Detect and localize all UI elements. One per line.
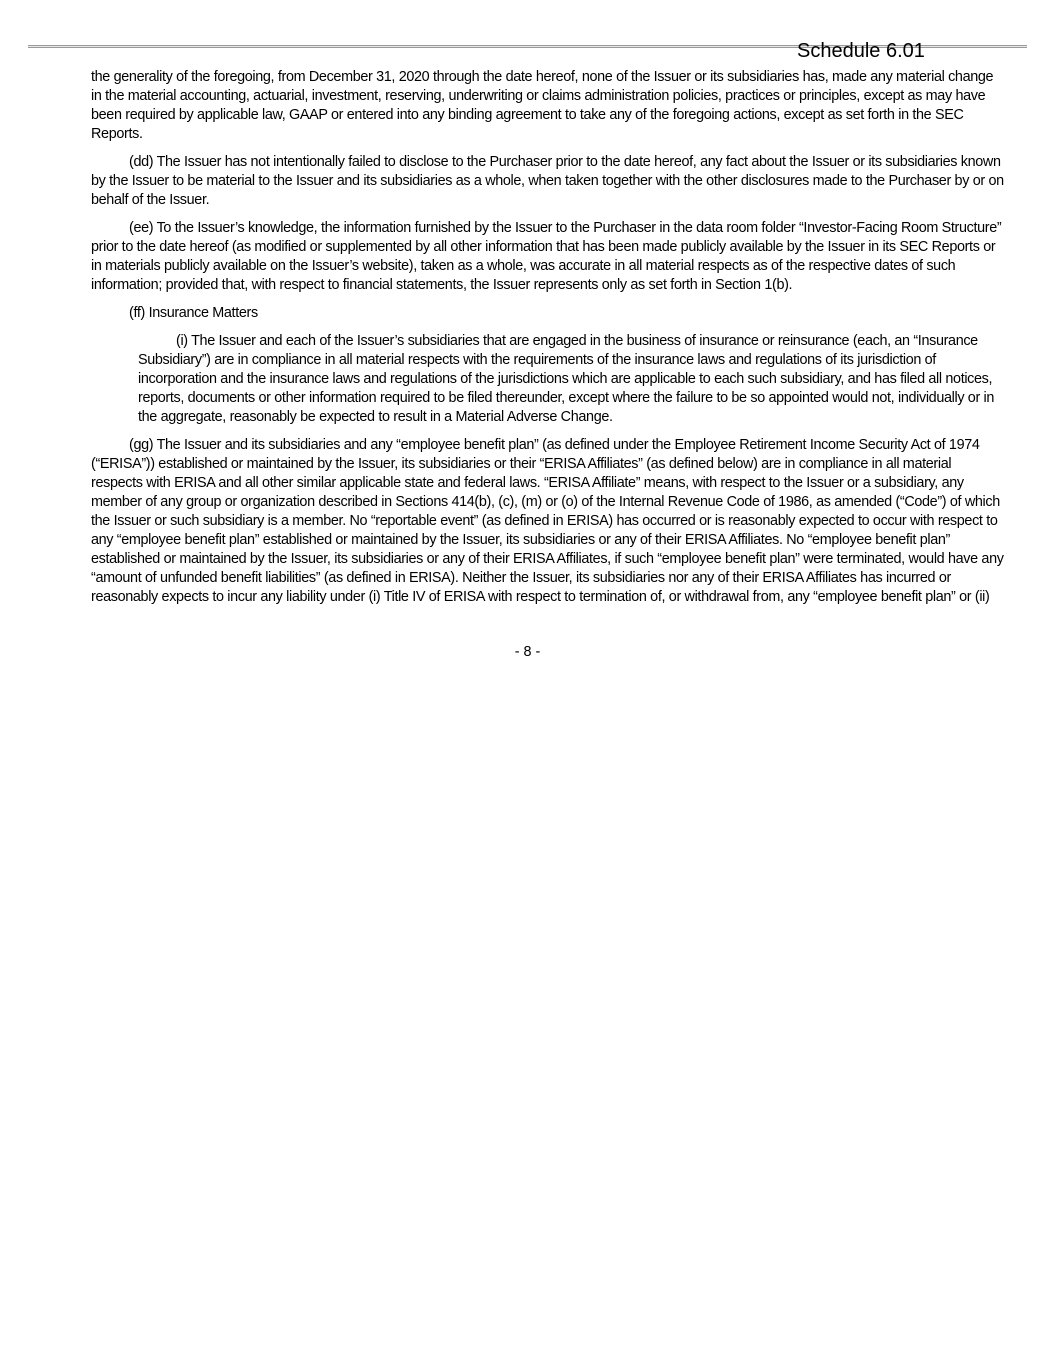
paragraph-dd: (dd) The Issuer has not intentionally failed to disclose to the Purchaser prior to the date hereof, any fact about the Issuer or its subsidiaries known by the Issuer to be material to the Issuer and its subsidiaries as a whole, when taken together with the other disclosures made to the Purchaser by or on behalf of the Issuer. <box>91 154 1004 208</box>
paragraph-ff-i: (i) The Issuer and each of the Issuer’s subsidiaries that are engaged in the business of insurance or reinsurance (each, an “Insurance Subsidiary”) are in compliance in all material respects with the requirements of the insurance laws and regulations of its jurisdiction of incorporation and the insurance laws and regulations of the jurisdictions which are applicable to each such subsidiary, and has filed all notices, reports, documents or other information required to be filed thereunder, except where the failure to be so appointed would not, individually or in the aggregate, reasonably be expected to result in a Material Adverse Change. <box>138 333 995 425</box>
paragraph-gg: (gg) The Issuer and its subsidiaries and any “employee benefit plan” (as defined under the Employee Retirement Income Security Act of 1974 (“ERISA”)) established or maintained by the Issuer, its subsidiaries or their “ERISA Affiliates” (as defined below) are in compliance in all material respects with ERISA and all other similar applicable state and federal laws. “ERISA Affiliate” means, with respect to the Issuer or a subsidiary, any member of any group or organization described in Sections 414(b), (c), (m) or (o) of the Internal Revenue Code of 1986, as amended (“Code”) of which the Issuer or such subsidiary is a member. No “reportable event” (as defined in ERISA) has occurred or is reasonably expected to occur with respect to any “employee benefit plan” established or maintained by the Issuer, its subsidiaries or any of their ERISA Affiliates. No “employee benefit plan” established or maintained by the Issuer, its subsidiaries or any of their ERISA Affiliates, if such “employee benefit plan” were terminated, would have any “amount of unfunded benefit liabilities” (as defined in ERISA). Neither the Issuer, its subsidiaries nor any of their ERISA Affiliates has incurred or reasonably expects to incur any liability under (i) Title IV of ERISA with respect to termination of, or withdrawal from, any “employee benefit plan” or (ii) <box>91 437 1004 605</box>
section-heading-ff: (ff) Insurance Matters <box>129 305 258 321</box>
paragraph-continuation: the generality of the foregoing, from December 31, 2020 through the date hereof, none of the Issuer or its subsidiaries has, made any material change in the material accounting, actuarial, investment, reserving, underwriting or claims administration policies, practices or principles, except as may have been required by applicable law, GAAP or entered into any binding agreement to take any of the foregoing actions, except as set forth in the SEC Reports. <box>91 69 994 142</box>
page-number: - 8 - <box>514 644 541 660</box>
paragraph-ee: (ee) To the Issuer’s knowledge, the information furnished by the Issuer to the Purchaser in the data room folder “Investor-Facing Room Structure” prior to the date hereof (as modified or supplemented by all other information that has been made publicly available by the Issuer in its SEC Reports or in materials publicly available on the Issuer’s website), taken as a whole, was accurate in all material respects as of the respective dates of such information; provided that, with respect to financial statements, the Issuer represents only as set forth in Section 1(b). <box>91 220 1002 293</box>
document-body <box>91 68 1005 616</box>
schedule-label: Schedule 6.01 <box>797 40 925 62</box>
